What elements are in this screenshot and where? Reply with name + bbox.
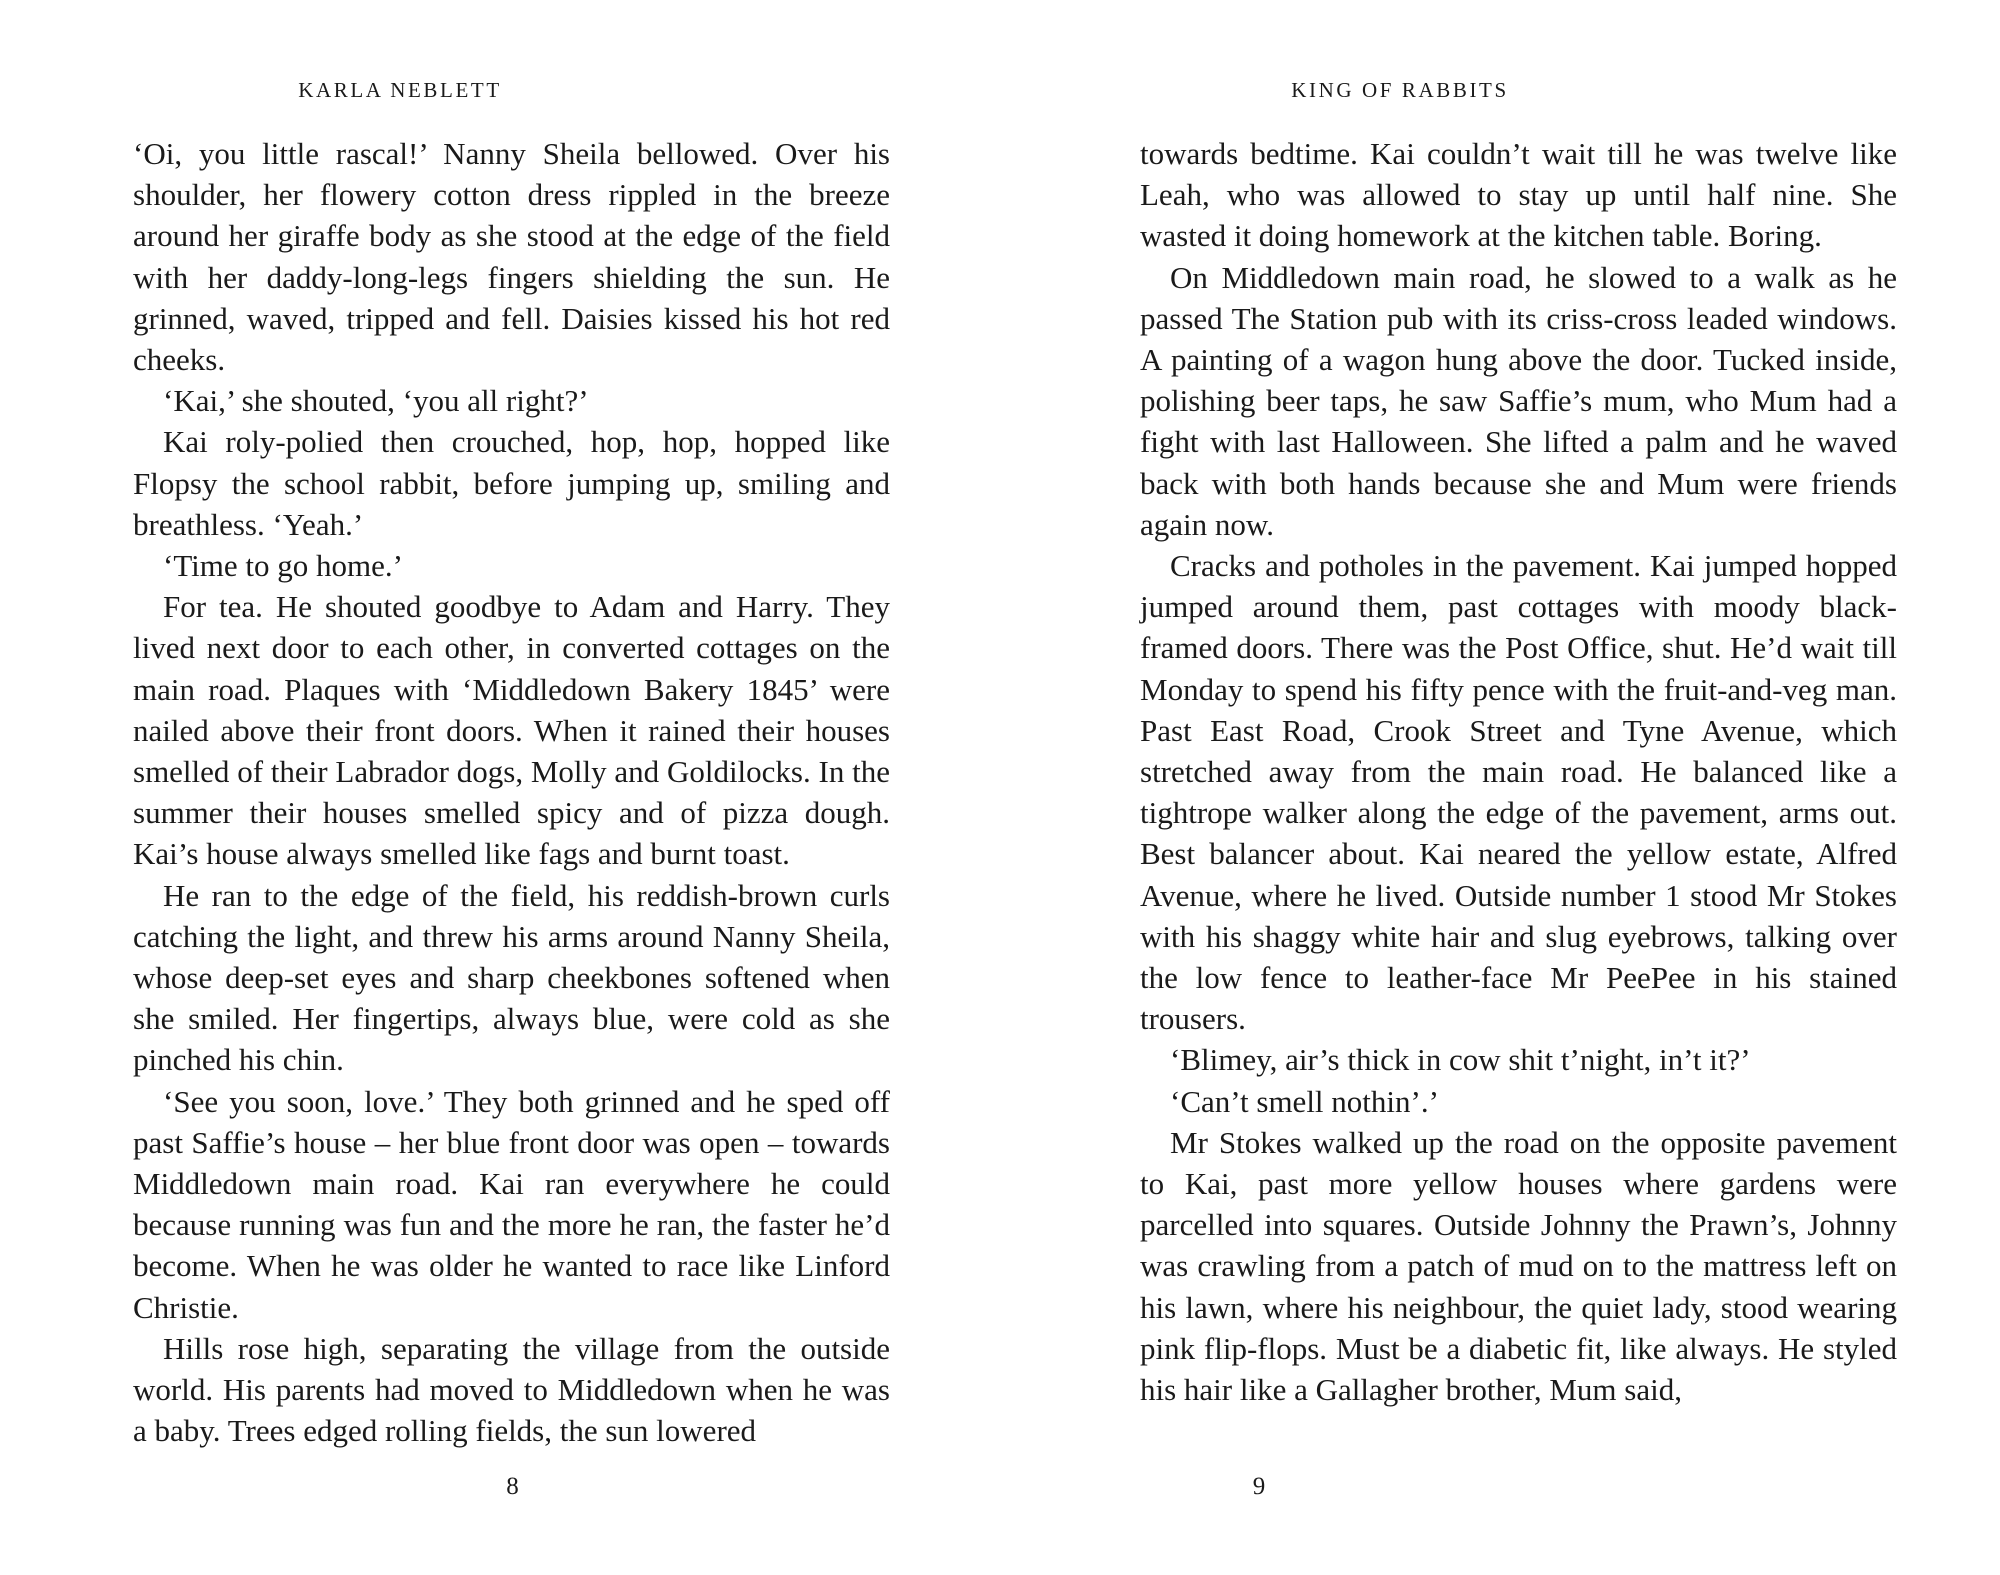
paragraph: Mr Stokes walked up the road on the opposite pavement to Kai, past more yellow houses where gardens were parcelled into squares. Outside Johnny the Prawn’s, Johnny was crawling from a patch of mud on to the mattress left on his lawn, where his neighbour, the quiet lady, stood wearing pink flip-flops. Must be a diabetic fit, like always. He styled his hair like a Gallagher brother, Mum said, xyxy=(1140,1124,1897,1408)
page-number: 9 xyxy=(1252,1473,1266,1500)
paragraph: Hills rose high, separating the village from the outside world. His parents had moved to Middledown when he was a baby. Trees edged rolling fields, the sun lowered xyxy=(133,1330,890,1449)
right-page-body xyxy=(1140,133,1897,1410)
paragraph: ‘Kai,’ she shouted, ‘you all right?’ xyxy=(163,383,589,419)
paragraph: ‘Oi, you little rascal!’ Nanny Sheila bellowed. Over his shoulder, her flowery cotton dress rippled in the breeze around her giraffe body as she stood at the edge of the field with her daddy-long-legs fingers shielding the sun. He grinned, waved, tripped and fell. Daisies kissed his hot red cheeks. xyxy=(133,136,890,378)
paragraph: towards bedtime. Kai couldn’t wait till he was twelve like Leah, who was allowed to stay up until half nine. She wasted it doing homework at the kitchen table. Boring. xyxy=(1140,136,1897,254)
paragraph: Kai roly-polied then crouched, hop, hop, hopped like Flopsy the school rabbit, before jumping up, smiling and breathless. ‘Yeah.’ xyxy=(133,424,890,542)
running-head-author: KARLA NEBLETT xyxy=(298,78,502,102)
paragraph: ‘See you soon, love.’ They both grinned and he sped off past Saffie’s house – her blue front door was open – towards Middledown main road. Kai ran everywhere he could because running was fun and the more he ran, the faster he’d become. When he was older he wanted to race like Linford Christie. xyxy=(133,1083,890,1325)
paragraph: He ran to the edge of the field, his reddish-brown curls catching the light, and threw his arms around Nanny Sheila, whose deep-set eyes and sharp cheekbones softened when she smiled. Her fingertips, always blue, were cold as she pinched his chin. xyxy=(133,877,890,1078)
page-number: 8 xyxy=(506,1473,519,1500)
right-page xyxy=(1000,0,2000,1575)
paragraph: Cracks and potholes in the pavement. Kai jumped hopped jumped around them, past cottages with moody black-framed doors. There was the Post Office, shut. He’d wait till Monday to spend his fifty pence with the fruit-and-veg man. Past East Road, Crook Street and Tyne Avenue, which stretched away from the main road. He balanced like a tightrope walker along the edge of the pavement, arms out. Best balancer about. Kai neared the yellow estate, Alfred Avenue, where he lived. Outside number 1 stood Mr Stokes with his shaggy white hair and slug eyebrows, talking over the low fence to leather-face Mr PeePee in his stained trousers. xyxy=(1140,548,1897,1037)
paragraph: For tea. He shouted goodbye to Adam and Harry. They lived next door to each other, in converted cottages on the main road. Plaques with ‘Middledown Bakery 1845’ were nailed above their front doors. When it rained their houses smelled of their Labrador dogs, Molly and Goldilocks. In the summer their houses smelled spicy and of pizza dough. Kai’s house always smelled like fags and burnt toast. xyxy=(133,589,890,872)
paragraph: ‘Time to go home.’ xyxy=(163,548,403,584)
running-head-title: KING OF RABBITS xyxy=(1291,78,1509,102)
paragraph: ‘Blimey, air’s thick in cow shit t’night, in’t it?’ xyxy=(1170,1042,1751,1078)
paragraph: ‘Can’t smell nothin’.’ xyxy=(1170,1083,1439,1119)
left-page-body xyxy=(133,133,890,1452)
paragraph: On Middledown main road, he slowed to a walk as he passed The Station pub with its criss-cross leaded windows. A painting of a wagon hung above the door. Tucked inside, polishing beer taps, he saw Saffie’s mum, who Mum had a fight with last Halloween. She lifted a palm and he waved back with both hands because she and Mum were friends again now. xyxy=(1140,259,1897,542)
